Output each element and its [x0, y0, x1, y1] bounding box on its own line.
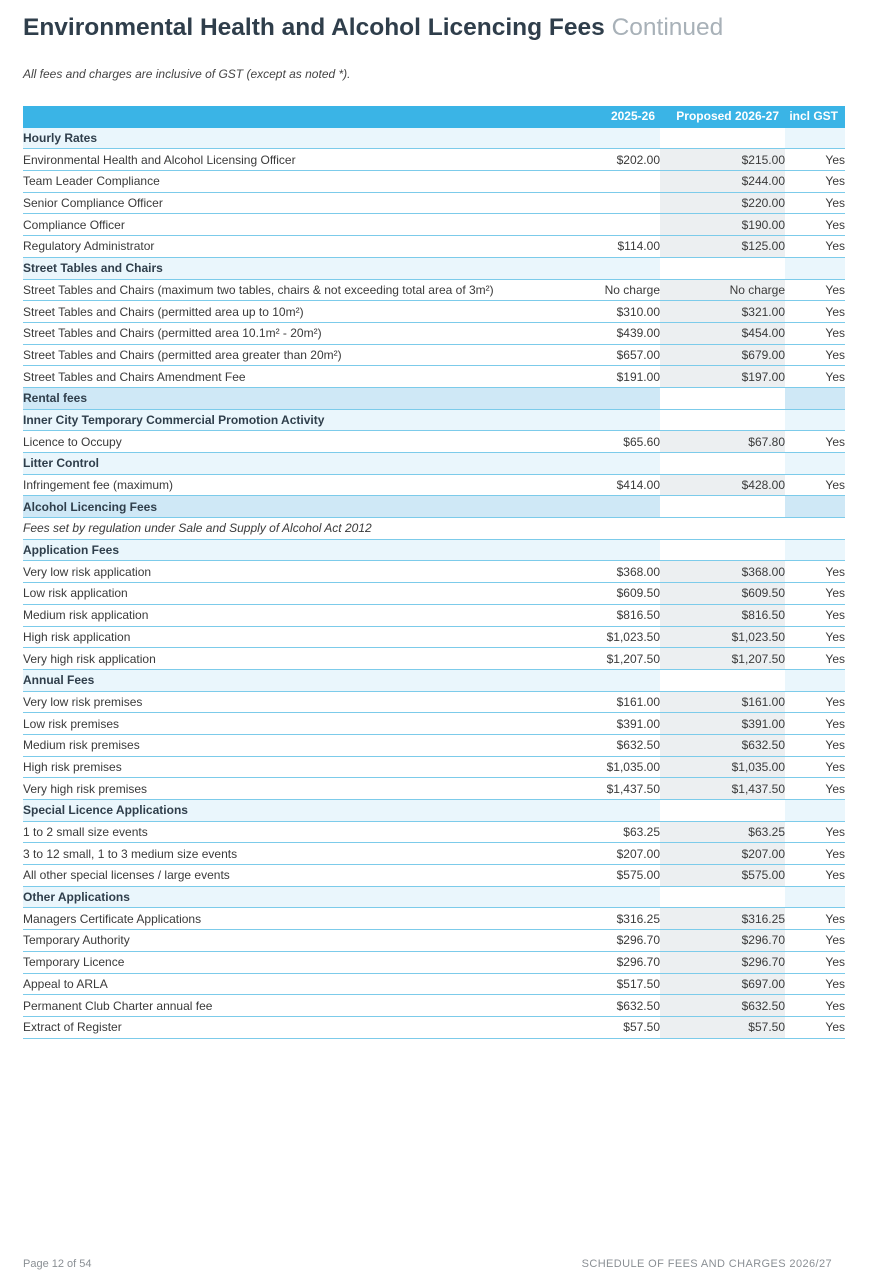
fee-description: Street Tables and Chairs (permitted area greater than 20m²) [23, 344, 603, 366]
fee-incl-gst: Yes [785, 192, 845, 214]
fee-row [23, 583, 845, 605]
fee-2025-26: No charge [603, 279, 660, 301]
empty-cell [785, 257, 845, 279]
fee-proposed-2026-27: $207.00 [660, 843, 785, 865]
fee-row [23, 930, 845, 952]
fee-incl-gst: Yes [785, 908, 845, 930]
fees-table [23, 106, 845, 1039]
fee-description: Team Leader Compliance [23, 171, 603, 193]
empty-cell [660, 496, 785, 518]
fee-incl-gst: Yes [785, 322, 845, 344]
fee-incl-gst: Yes [785, 843, 845, 865]
empty-cell [785, 496, 845, 518]
fee-proposed-2026-27: $125.00 [660, 236, 785, 258]
fee-incl-gst: Yes [785, 236, 845, 258]
fee-description: Street Tables and Chairs (maximum two tables, chairs & not exceeding total area of 3m²) [23, 279, 603, 301]
fee-description: Medium risk premises [23, 734, 603, 756]
empty-cell [660, 387, 785, 409]
empty-cell [603, 387, 660, 409]
empty-cell [660, 886, 785, 908]
header-2025-26: 2025-26 [603, 106, 660, 127]
fee-incl-gst: Yes [785, 604, 845, 626]
fee-description: Street Tables and Chairs (permitted area up to 10m²) [23, 301, 603, 323]
header-description [23, 106, 603, 127]
group-heading: Other Applications [23, 886, 603, 908]
fee-description: Infringement fee (maximum) [23, 474, 603, 496]
fee-2025-26: $63.25 [603, 821, 660, 843]
fee-2025-26: $517.50 [603, 973, 660, 995]
fee-proposed-2026-27: $215.00 [660, 149, 785, 171]
group-heading-row [23, 669, 845, 691]
fee-2025-26: $632.50 [603, 734, 660, 756]
group-heading-row [23, 886, 845, 908]
fee-incl-gst: Yes [785, 431, 845, 453]
fee-2025-26 [603, 214, 660, 236]
fee-incl-gst: Yes [785, 279, 845, 301]
fee-incl-gst: Yes [785, 583, 845, 605]
fee-description: Very high risk premises [23, 778, 603, 800]
section-heading-row [23, 387, 845, 409]
fee-2025-26: $1,035.00 [603, 756, 660, 778]
fee-incl-gst: Yes [785, 951, 845, 973]
fee-description: Appeal to ARLA [23, 973, 603, 995]
group-heading: Annual Fees [23, 669, 603, 691]
fee-incl-gst: Yes [785, 344, 845, 366]
empty-cell [603, 453, 660, 475]
fee-proposed-2026-27: $244.00 [660, 171, 785, 193]
fee-2025-26: $310.00 [603, 301, 660, 323]
fee-2025-26: $65.60 [603, 431, 660, 453]
fee-proposed-2026-27: $632.50 [660, 995, 785, 1017]
fee-incl-gst: Yes [785, 734, 845, 756]
fee-2025-26: $296.70 [603, 951, 660, 973]
fee-description: Very low risk application [23, 561, 603, 583]
fee-2025-26: $575.00 [603, 865, 660, 887]
fee-description: Compliance Officer [23, 214, 603, 236]
fee-description: Senior Compliance Officer [23, 192, 603, 214]
fee-description: Street Tables and Chairs (permitted area 10.1m² - 20m²) [23, 322, 603, 344]
fee-proposed-2026-27: $697.00 [660, 973, 785, 995]
fee-incl-gst: Yes [785, 214, 845, 236]
fee-2025-26: $57.50 [603, 1016, 660, 1038]
fee-description: Temporary Authority [23, 930, 603, 952]
fee-row [23, 778, 845, 800]
fee-row [23, 192, 845, 214]
fee-proposed-2026-27: $1,437.50 [660, 778, 785, 800]
fee-row [23, 691, 845, 713]
fee-row [23, 713, 845, 735]
fee-row [23, 951, 845, 973]
fee-description: Very high risk application [23, 648, 603, 670]
fee-row [23, 756, 845, 778]
fee-row [23, 431, 845, 453]
fee-2025-26: $161.00 [603, 691, 660, 713]
fee-description: Environmental Health and Alcohol Licensing Officer [23, 149, 603, 171]
fee-2025-26: $414.00 [603, 474, 660, 496]
fee-row [23, 149, 845, 171]
fee-2025-26: $1,023.50 [603, 626, 660, 648]
empty-cell [603, 518, 660, 540]
fee-2025-26: $816.50 [603, 604, 660, 626]
fee-row [23, 344, 845, 366]
fee-proposed-2026-27: $67.80 [660, 431, 785, 453]
empty-cell [603, 409, 660, 431]
fee-description: Licence to Occupy [23, 431, 603, 453]
fee-incl-gst: Yes [785, 713, 845, 735]
empty-cell [785, 886, 845, 908]
empty-cell [785, 453, 845, 475]
fee-row [23, 604, 845, 626]
fee-row [23, 366, 845, 388]
gst-note: All fees and charges are inclusive of GST (except as noted *). [23, 67, 351, 81]
group-heading: Inner City Temporary Commercial Promotion Activity [23, 409, 603, 431]
fee-proposed-2026-27: $197.00 [660, 366, 785, 388]
fee-proposed-2026-27: No charge [660, 279, 785, 301]
fee-2025-26: $632.50 [603, 995, 660, 1017]
fee-incl-gst: Yes [785, 366, 845, 388]
title-text: Environmental Health and Alcohol Licencing Fees [23, 14, 605, 41]
fee-incl-gst: Yes [785, 691, 845, 713]
fee-incl-gst: Yes [785, 648, 845, 670]
fee-2025-26: $202.00 [603, 149, 660, 171]
group-heading: Hourly Rates [23, 127, 603, 149]
fee-2025-26: $296.70 [603, 930, 660, 952]
group-heading: Alcohol Licencing Fees [23, 496, 603, 518]
fee-row [23, 214, 845, 236]
fee-row [23, 561, 845, 583]
fee-proposed-2026-27: $1,207.50 [660, 648, 785, 670]
fee-incl-gst: Yes [785, 821, 845, 843]
fee-row [23, 908, 845, 930]
empty-cell [603, 886, 660, 908]
fee-description: High risk application [23, 626, 603, 648]
fee-row [23, 973, 845, 995]
fee-proposed-2026-27: $428.00 [660, 474, 785, 496]
fee-2025-26: $1,207.50 [603, 648, 660, 670]
header-proposed-2026-27: Proposed 2026-27 [660, 106, 785, 127]
fee-description: Street Tables and Chairs Amendment Fee [23, 366, 603, 388]
fee-description: Very low risk premises [23, 691, 603, 713]
fee-incl-gst: Yes [785, 149, 845, 171]
group-heading: Special Licence Applications [23, 800, 603, 822]
group-heading: Street Tables and Chairs [23, 257, 603, 279]
fee-description: High risk premises [23, 756, 603, 778]
fee-2025-26: $1,437.50 [603, 778, 660, 800]
empty-cell [785, 409, 845, 431]
fee-proposed-2026-27: $1,023.50 [660, 626, 785, 648]
group-heading: Application Fees [23, 539, 603, 561]
title-suffix: Continued [611, 14, 724, 41]
group-heading-row [23, 127, 845, 149]
fee-2025-26: $657.00 [603, 344, 660, 366]
fee-incl-gst: Yes [785, 171, 845, 193]
fee-proposed-2026-27: $63.25 [660, 821, 785, 843]
fee-proposed-2026-27: $679.00 [660, 344, 785, 366]
fee-proposed-2026-27: $391.00 [660, 713, 785, 735]
empty-cell [660, 800, 785, 822]
fee-2025-26: $391.00 [603, 713, 660, 735]
fee-incl-gst: Yes [785, 756, 845, 778]
empty-cell [603, 127, 660, 149]
empty-cell [785, 387, 845, 409]
table-header-row [23, 106, 845, 127]
fee-proposed-2026-27: $454.00 [660, 322, 785, 344]
note-row [23, 518, 845, 540]
header-incl-gst: incl GST [785, 106, 845, 127]
fee-description: Extract of Register [23, 1016, 603, 1038]
fee-2025-26 [603, 192, 660, 214]
fee-incl-gst: Yes [785, 474, 845, 496]
fee-row [23, 474, 845, 496]
group-heading-row [23, 539, 845, 561]
fee-description: Low risk premises [23, 713, 603, 735]
fee-incl-gst: Yes [785, 626, 845, 648]
fee-row [23, 995, 845, 1017]
fee-row [23, 301, 845, 323]
fee-row [23, 279, 845, 301]
fee-2025-26: $207.00 [603, 843, 660, 865]
fee-row [23, 648, 845, 670]
fee-2025-26: $609.50 [603, 583, 660, 605]
empty-cell [785, 800, 845, 822]
fee-proposed-2026-27: $321.00 [660, 301, 785, 323]
fee-row [23, 322, 845, 344]
fee-proposed-2026-27: $632.50 [660, 734, 785, 756]
fee-2025-26: $114.00 [603, 236, 660, 258]
fee-proposed-2026-27: $57.50 [660, 1016, 785, 1038]
section-heading-row [23, 496, 845, 518]
empty-cell [785, 539, 845, 561]
fee-row [23, 171, 845, 193]
fee-proposed-2026-27: $296.70 [660, 930, 785, 952]
fee-incl-gst: Yes [785, 301, 845, 323]
fee-description: Medium risk application [23, 604, 603, 626]
fee-incl-gst: Yes [785, 973, 845, 995]
fee-incl-gst: Yes [785, 778, 845, 800]
fee-proposed-2026-27: $609.50 [660, 583, 785, 605]
empty-cell [660, 409, 785, 431]
empty-cell [603, 669, 660, 691]
fee-proposed-2026-27: $816.50 [660, 604, 785, 626]
empty-cell [785, 127, 845, 149]
fee-row [23, 236, 845, 258]
empty-cell [785, 669, 845, 691]
fee-incl-gst: Yes [785, 561, 845, 583]
fee-row [23, 626, 845, 648]
group-heading-row [23, 257, 845, 279]
fee-description: Permanent Club Charter annual fee [23, 995, 603, 1017]
fee-2025-26: $191.00 [603, 366, 660, 388]
group-heading: Litter Control [23, 453, 603, 475]
fee-row [23, 821, 845, 843]
empty-cell [660, 669, 785, 691]
group-heading-row [23, 453, 845, 475]
group-heading: Rental fees [23, 387, 603, 409]
fee-description: Temporary Licence [23, 951, 603, 973]
fee-incl-gst: Yes [785, 995, 845, 1017]
fee-description: All other special licenses / large events [23, 865, 603, 887]
fee-description: 3 to 12 small, 1 to 3 medium size events [23, 843, 603, 865]
fee-proposed-2026-27: $190.00 [660, 214, 785, 236]
empty-cell [603, 496, 660, 518]
empty-cell [785, 518, 845, 540]
empty-cell [660, 539, 785, 561]
page-number: Page 12 of 54 [23, 1258, 92, 1270]
page-title [23, 14, 723, 42]
fee-description: 1 to 2 small size events [23, 821, 603, 843]
empty-cell [660, 453, 785, 475]
fee-incl-gst: Yes [785, 865, 845, 887]
empty-cell [660, 257, 785, 279]
empty-cell [603, 539, 660, 561]
fee-description: Low risk application [23, 583, 603, 605]
fee-proposed-2026-27: $1,035.00 [660, 756, 785, 778]
fee-proposed-2026-27: $161.00 [660, 691, 785, 713]
fee-proposed-2026-27: $296.70 [660, 951, 785, 973]
fee-description: Regulatory Administrator [23, 236, 603, 258]
document-title: SCHEDULE OF FEES AND CHARGES 2026/27 [581, 1258, 832, 1270]
group-heading-row [23, 409, 845, 431]
fee-proposed-2026-27: $575.00 [660, 865, 785, 887]
fee-2025-26 [603, 171, 660, 193]
fee-row [23, 734, 845, 756]
fee-2025-26: $368.00 [603, 561, 660, 583]
fee-row [23, 843, 845, 865]
fee-description: Managers Certificate Applications [23, 908, 603, 930]
empty-cell [603, 257, 660, 279]
fee-incl-gst: Yes [785, 1016, 845, 1038]
fee-2025-26: $316.25 [603, 908, 660, 930]
fees-table-body [23, 127, 845, 1038]
empty-cell [660, 518, 785, 540]
empty-cell [603, 800, 660, 822]
fee-row [23, 865, 845, 887]
note-text: Fees set by regulation under Sale and Supply of Alcohol Act 2012 [23, 518, 603, 540]
fee-row [23, 1016, 845, 1038]
fee-incl-gst: Yes [785, 930, 845, 952]
fee-2025-26: $439.00 [603, 322, 660, 344]
fee-proposed-2026-27: $220.00 [660, 192, 785, 214]
group-heading-row [23, 800, 845, 822]
fee-proposed-2026-27: $368.00 [660, 561, 785, 583]
fee-proposed-2026-27: $316.25 [660, 908, 785, 930]
empty-cell [660, 127, 785, 149]
